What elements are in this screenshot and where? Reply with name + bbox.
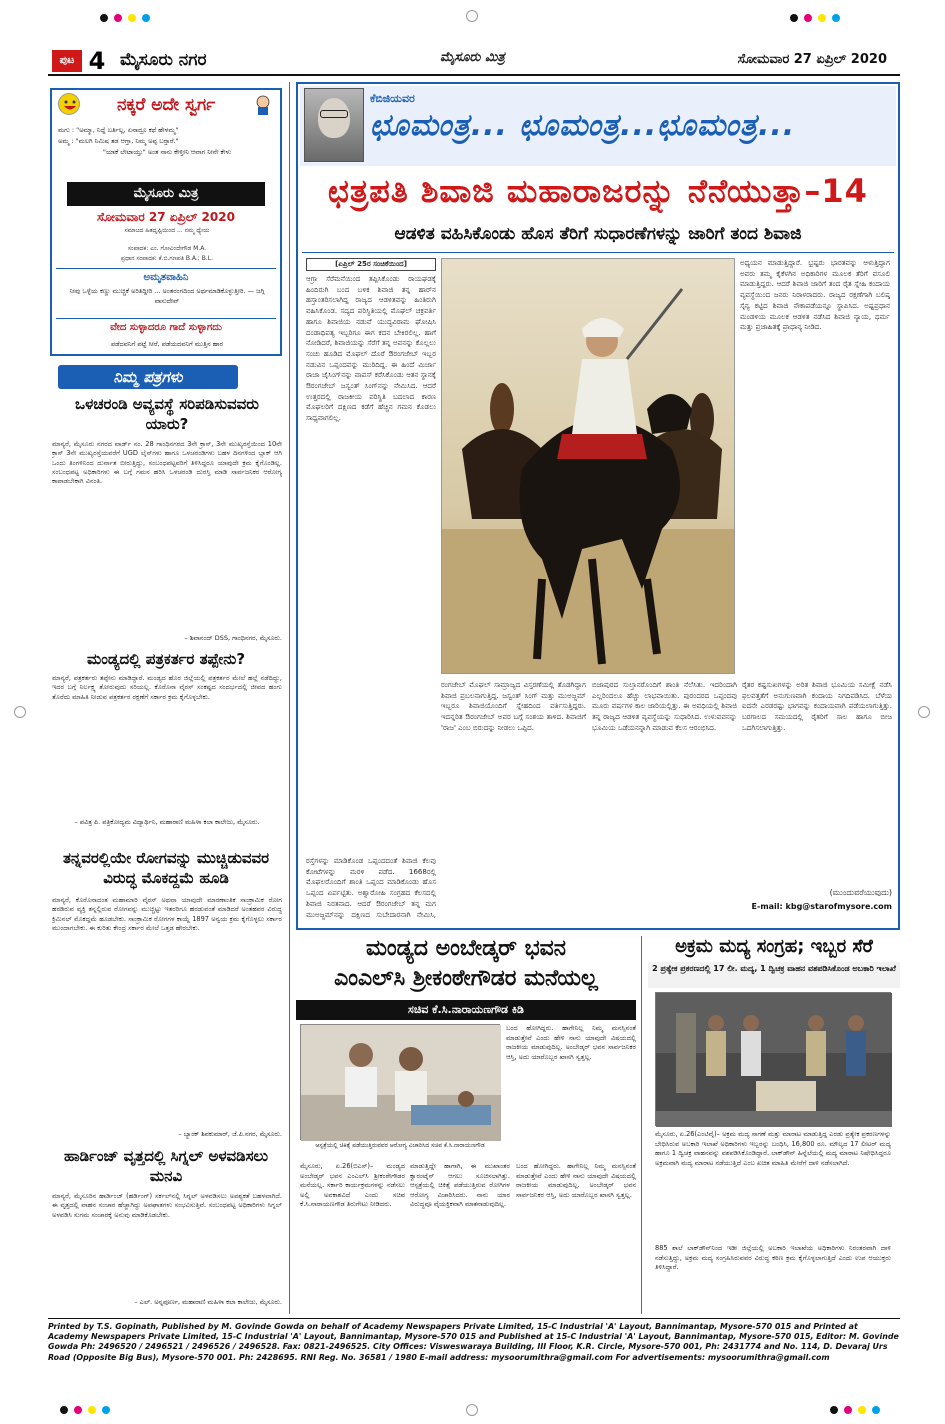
letter-title: ಹಾರ್ಡಿಂಜ್ ವೃತ್ತದಲ್ಲಿ ಸಿಗ್ನಲ್ ಅಳವಡಿಸಲು ಮನವಿ [63, 1147, 269, 1185]
page-label: ಪುಟ [52, 50, 82, 72]
cartoon-icon [252, 94, 274, 116]
humor-text [58, 125, 276, 158]
hospital-visit-photo [300, 1024, 500, 1140]
author-email: E-mail: kbg@starofmysore.com [751, 902, 892, 911]
humor-line: ಮಗು : "ಅಮ್ಮಾ, ನಿದ್ದೆ ಬರ್ತಿಲ್ಲ, ಏನಾದ್ರೂ ಕಥೆ ಹೇಳಮ್ಮ" [58, 126, 179, 134]
feature-column-2b: ಬಿಜಾಪುರದ ಸುಲ್ತಾನರೊಂದಿಗೆ ಶಾಂತಿ ನೆಲೆಸಿತು. ಇದರಿಂದಾಗಿ ಎಲ್ಲರಿಂದಲೂ ಹೆಚ್ಚು ಲಾಭವಾಯಿತು. ಪುರಂದರದ ಒಪ್ಪಂದವು ಮೂರು ವರ್ಷಗಳ ಕಾಲ ಜಾರಿಯಲ್ಲಿತ್ತು. ಈ ಅವಧಿಯಲ್ಲಿ ಶಿವಾಜಿ ತನ್ನ ರಾಜ್ಯದ ಆಡಳಿತ ವ್ಯವಸ್ಥೆಯನ್ನು ಸುಧಾರಿಸಿದ. ಉಳುವವನನ್ನು ಭೂಮಿಯ ಒಡೆಯನನ್ನಾಗಿ ಮಾಡುವ ಕೆಲಸ ಆರಂಭಿಸಿದ. [592, 680, 737, 732]
letter-title: ತನ್ನವರಲ್ಲಿಯೇ ರೋಗವನ್ನು ಮುಚ್ಚಿಡುವವರ ವಿರುದ್ಧ ಮೊಕದ್ದಮೆ ಹೂಡಿ [62, 849, 270, 887]
column-divider [641, 936, 642, 1314]
story-headline-line2: ಎಂಎಲ್‌ಸಿ ಶ್ರೀಕಂಠೇಗೌಡರ ಮನೆಯಲ್ಲ [334, 966, 598, 991]
continued-note: [ಏಪ್ರಿಲ್ 25ರ ಸಂಚಿಕೆಯಿಂದ] [306, 258, 436, 271]
letters-banner: ನಿಮ್ಮ ಪತ್ರಗಳು [58, 365, 238, 389]
story-subheadline: 2 ಪ್ರತ್ಯೇಕ ಪ್ರಕರಣದಲ್ಲಿ 17 ಲೀ. ಮದ್ಯ, 1 ದ್ವಿಚಕ್ರ ವಾಹನ ವಶಪಡಿಸಿಕೊಂಡ ಅಬಕಾರಿ ಇಲಾಖೆ [648, 962, 900, 988]
seized-liquor-photo [655, 992, 891, 1126]
story-text: ಮಾಡುತ್ತಿದ್ದೇ ಹಾಗಾಗಿ, ಈ ಮುಖಾಂತರ ಕ್ವಾರಂಟೈನ್ ಆಗಲು ಸೂಚಿಸಲಾಗಿತ್ತು. ಆಸ್ಪತ್ರೆಯಲ್ಲಿ ಚಿಕಿತ್ಸೆ ಪಡೆಯುತ್ತಿರುವ ರೋಗಿಗಳ ಆರೋಗ್ಯ ವಿಚಾರಿಸಿದರು. ನಾನು ಯಾರ ವಿರುದ್ಧವೂ ವೈಯಕ್ತಿಕವಾಗಿ ಮಾತನಾಡುವುದಿಲ್ಲ. [410, 1162, 510, 1209]
story-headline-line1: ಮಂಡ್ಯದ ಅಂಬೇಡ್ಕರ್ ಭವನ [366, 936, 566, 961]
humor-line: "ಯಾಕೆ ಲೇಟಾಯ್ತು" ಅಂತ ನಾನು ಕೇಳ್ತೀನಿ ಆವಾಗ ನೀನೇ ಕೇಳು [102, 148, 232, 156]
letter-body: ಮಾನ್ಯರೆ, ಮೈಸೂರು ನಗರದ ವಾರ್ಡ್ ನಂ. 28 ಗಾಂಧಿನಗರದ 3ನೇ ಕ್ರಾಸ್, 3ನೇ ಮುಖ್ಯರಸ್ತೆಯಿಂದ 10ನೇ ಕ್ರಾಸ್ 3ನೇ ಮುಖ್ಯರಸ್ತೆಯವರೆಗೆ UGD ಲೈನ್‌ಗಳು ಹಾಗೂ ಒಳಚರಂಡಿಗಳು ಬಹಳ ದಿನಗಳಿಂದ ಬ್ಲಾಕ್ ಆಗಿ ಒಂದು ತಿಂಗಳಿನಿಂದ ದುರ್ನಾತ ಬೀರುತ್ತಿದ್ದು, ಸಂಬಂಧಪಟ್ಟವರಿಗೆ ತಿಳಿಸಿದ್ದರೂ ಯಾವುದೇ ಕ್ರಮ ಕೈಗೊಂಡಿಲ್ಲ. ಸಂಬಂಧಪಟ್ಟ ಅಧಿಕಾರಿಗಳು ಈ ಬಗ್ಗೆ ಗಮನ ಹರಿಸಿ ಒಳಚರಂಡಿ ದುರಸ್ತಿ ಮಾಡಿ ಸಾರ್ವಜನಿಕರ ಆರೋಗ್ಯ ಕಾಪಾಡಬೇಕಾಗಿ ವಿನಂತಿ. [52, 440, 282, 486]
feature-headline: ಛತ್ರಪತಿ ಶಿವಾಜಿ ಮಹಾರಾಜರನ್ನು ನೆನೆಯುತ್ತಾ–14 [328, 172, 868, 210]
story-text: ಬಂದ ಹೋಗಿದ್ದರು. ಹಾಗೇನಿಲ್ಲ ನಿಮ್ಮ ಮನಸ್ಸಿನಂತೆ ಮಾಡುತ್ತೇವೆ ಎಂದು ಹೇಳಿ ನಾನು ಯಾವುದೇ ವಿಷಯದಲ್ಲಿ ರಾಜಕೀಯ ಮಾಡುವುದಿಲ್ಲ. ಅಂಬೇಡ್ಕರ್ ಭವನ ಸಾರ್ವಜನಿಕರ ಆಸ್ತಿ, ಅದು ಯಾರೊಬ್ಬರ ಖಾಸಗಿ ಸ್ವತ್ತಲ್ಲ. [516, 1162, 636, 1199]
feature-column-2c: ರೈತರ ಕಷ್ಟಸುಖಗಳನ್ನು ಅರಿತ ಶಿವಾಜಿ ಭೂಮಿಯ ಸಮೀಕ್ಷೆ ನಡೆಸಿ ಫಲವತ್ತತೆಗೆ ಅನುಗುಣವಾಗಿ ಕಂದಾಯ ನಿಗದಿಪಡಿಸಿದ. ಬೆಳೆಯ ಐದನೇ ಎರಡರಷ್ಟು ಭಾಗವನ್ನು ಕಂದಾಯವಾಗಿ ಪಡೆಯಲಾಗುತ್ತಿತ್ತು. ಬರಗಾಲದ ಸಮಯದಲ್ಲಿ ರೈತರಿಗೆ ಸಾಲ ಹಾಗೂ ಬೀಜ ಒದಗಿಸಲಾಗುತ್ತಿತ್ತು. [742, 680, 892, 732]
info-credit-line: ಪ್ರಧಾನ ಸಂಪಾದಕ: ಕೆ.ಬಿ.ಗಣಪತಿ B.A.; B.L. [120, 255, 213, 262]
feature-column-2a: ರಂಗಜೇಬ್ ಮೊಘಲ್ ಸಾಮ್ರಾಜ್ಯದ ವಿಸ್ತರಣೆಯಲ್ಲಿ ತೊಡಗಿದ್ದಾಗ ಶಿವಾಜಿ ಪ್ರಬಲನಾಗುತ್ತಿದ್ದ. ಜಸ್ವಂತ್ ಸಿಂಗ್ ಮತ್ತು ಮುಅಜ್ಜಮ್ ಇಬ್ಬರೂ ಶಿವಾಜಿಯೊಂದಿಗೆ ಸ್ನೇಹದಿಂದ ವರ್ತಿಸುತ್ತಿದ್ದರು. ಇದನ್ನರಿತ ಔರಂಗಜೇಬ್ ಅವರ ಬಗ್ಗೆ ಸಂಶಯ ತಾಳಿದ. ಶಿವಾಜಿಗೆ 'ರಾಜ' ಎಂಬ ಬಿರುದನ್ನು ನೀಡಲು ಒಪ್ಪಿದ. [441, 680, 586, 732]
color-bar-top-right [790, 14, 840, 22]
feature-subheadline: ಆಡಳಿತ ವಹಿಸಿಕೊಂಡು ಹೊಸ ತೆರಿಗೆ ಸುಧಾರಣೆಗಳನ್ನು ಜಾರಿಗೆ ತಂದ ಶಿವಾಜಿ [394, 224, 802, 244]
story-text: ಮೈಸೂರು, ಏ.26(ಎಂಟಿವೈ)– ಅಕ್ರಮ ಮದ್ಯ ಸಾಗಣೆ ಮತ್ತು ಮಾರಾಟ ಮಾಡುತ್ತಿದ್ದ ಎರಡು ಪ್ರತ್ಯೇಕ ಪ್ರಕರಣಗಳನ್ನು ಬೇಧಿಸಿರುವ ಅಬಕಾರಿ ಇಲಾಖೆ ಅಧಿಕಾರಿಗಳು ಇಬ್ಬರನ್ನು ಬಂಧಿಸಿ, 16,800 ರೂ. ಮೌಲ್ಯದ 17 ಲೀಟರ್ ಮದ್ಯ ಹಾಗೂ 1 ದ್ವಿಚಕ್ರ ವಾಹನವನ್ನು ವಶಪಡಿಸಿಕೊಂಡಿದ್ದಾರೆ. ಲಾಕ್‌ಡೌನ್ ಹಿನ್ನೆಲೆಯಲ್ಲಿ ಮದ್ಯ ಮಾರಾಟ ನಿಷೇಧಿಸಿದ್ದರೂ ಅಕ್ರಮವಾಗಿ ಮದ್ಯ ಮಾರಾಟ ನಡೆಯುತ್ತಿದೆ ಎಂಬ ಖಚಿತ ಮಾಹಿತಿ ಮೇರೆಗೆ ದಾಳಿ ನಡೆಸಲಾಗಿದೆ. [655, 1130, 891, 1167]
feature-column-1: ಆಗ್ರಾ ಸೆರೆಮನೆಯಿಂದ ತಪ್ಪಿಸಿಕೊಂಡು ರಾಯಘಡಕ್ಕೆ ಹಿಂದಿರುಗಿ ಬಂದ ಬಳಿಕ ಶಿವಾಜಿ ತನ್ನ ಹಾರ್‌ನ ಹಸ್ತಾಂತರಿಸಲಾಗಿದ್ದ ರಾಜ್ಯದ ಆಡಳಿತವನ್ನು ಹಿಂತಿರುಗಿ ವಹಿಸಿಕೊಂಡ. ಸದ್ಯದ ಪರಿಸ್ಥಿತಿಯಲ್ಲಿ ಮೊಘಲ್ ಚಕ್ರವರ್ತಿ ಹಾಗೂ ಶಿವಾಜಿಯ ನಡುವೆ ಯುದ್ಧವಿರಾಮ ಘೋಷಿಸಿ ದಂಡಾಧಿಪತ್ಯ ಇಬ್ಬರಿಗೂ ಈಗ ಕದನ ಬೇಕಿರಲಿಲ್ಲ. ಹಾಗೆ ನೋಡಿದರೆ, ಶಿವಾಜಿಯನ್ನು ಸೆರೆಗೆ ತನ್ನ ಅವನನ್ನು ಕೊಲ್ಲಲು ಸಂಚು ಹೂಡಿದ ಮೊಘಲ್ ದೊರೆ ಔರಂಗಜೇಬ್ ಇಬ್ಬರ ನಡುವಿನ ಒಪ್ಪಂದವನ್ನು ಮುರಿದಿದ್ದ. ಈ ಹಿಂದೆ ಮಿರ್ಜಾ ರಾಜಾ ಜೈಸಿಂಗ್‌ನನ್ನು ವಾಪಸ್ ಕರೆಸಿಕೊಂಡು ಆತನ ಸ್ಥಾನಕ್ಕೆ ಔರಂಗಜೇಬ್ ಜಸ್ವಂತ್ ಸಿಂಗ್‌ನನ್ನು ನೇಮಿಸಿದ. ಆದರೆ ಉತ್ತರದಲ್ಲಿ ರಾಜಕೀಯ ಪರಿಸ್ಥಿತಿ ಬದಲಾದ ಕಾರಣ ಮೊಘಲರಿಗೆ ದಕ್ಷಿಣದ ಕಡೆಗೆ ಹೆಚ್ಚಿನ ಗಮನ ಕೊಡಲು ಸಾಧ್ಯವಾಗಲಿಲ್ಲ. [306, 274, 436, 423]
story-text: 885 ಶಾಲೆ ಲಾಕ್‌ಡೌನ್‌ನಿಂದ ಇಡೀ ಜಿಲ್ಲೆಯಲ್ಲಿ ಅಬಕಾರಿ ಇಲಾಖೆಯ ಅಧಿಕಾರಿಗಳು ನಿರಂತರವಾಗಿ ದಾಳಿ ನಡೆಸುತ್ತಿದ್ದು, ಅಕ್ರಮ ಮದ್ಯ ಸಂಗ್ರಹಿಸಿರುವವರ ವಿರುದ್ಧ ಕಠಿಣ ಕ್ರಮ ಕೈಗೊಳ್ಳಲಾಗುತ್ತಿದೆ ಎಂದು ಉಪ ಆಯುಕ್ತರು ತಿಳಿಸಿದ್ದಾರೆ. [655, 1244, 891, 1272]
registration-mark-left [14, 706, 26, 718]
divider [56, 318, 276, 319]
footer-divider [48, 1318, 900, 1319]
column-byline: ಕೆಬಿಜಿಯವರ [370, 92, 415, 105]
feature-column-3: ಅಧ್ಯಯನ ಮಾಡುತ್ತಿದ್ದಾರೆ. ಭ್ರಷ್ಟರು ಭಾರತವನ್ನು ಆಳುತ್ತಿದ್ದಾಗ ಅವರು ತಮ್ಮ ಕೈಕೆಳಗಿನ ಅಧಿಕಾರಿಗಳ ಮೂಲಕ ತೆರಿಗೆ ವಸೂಲಿ ಮಾಡುತ್ತಿದ್ದರು. ಆದರೆ ಶಿವಾಜಿ ಜಾರಿಗೆ ತಂದ ರೈತ ಸ್ನೇಹಿ ಕಂದಾಯ ವ್ಯವಸ್ಥೆಯಿಂದ ಜನರು ನಿರಾಳರಾದರು. ರಾಜ್ಯದ ರಕ್ಷಣೆಗಾಗಿ ಬಲಿಷ್ಠ ಸೈನ್ಯ ಕಟ್ಟಿದ ಶಿವಾಜಿ ನೌಕಾಪಡೆಯನ್ನೂ ಸ್ಥಾಪಿಸಿದ. ಅಷ್ಟಪ್ರಧಾನ ಮಂಡಳಿಯ ಮೂಲಕ ಆಡಳಿತ ನಡೆಸಿದ ಶಿವಾಜಿ ನ್ಯಾಯ, ಧರ್ಮ ಮತ್ತು ಪ್ರಜಾಹಿತಕ್ಕೆ ಪ್ರಾಧಾನ್ಯ ನೀಡಿದ. [740, 258, 890, 332]
columnist-face [318, 98, 350, 138]
humor-title: ನಕ್ಕರೆ ಅದೇ ಸ್ವರ್ಗ [116, 95, 216, 115]
letter-signature: – ಎಲ್. ಅನ್ನಪೂರ್ಣ, ಮಹಾರಾಣಿ ಮಹಿಳಾ ಕಲಾ ಕಾಲೇಜು, ಮೈಸೂರು. [134, 1298, 282, 1306]
letter-body: ಮಾನ್ಯರೆ, ಮೈಸೂರಿನ ಹಾರ್ಡಿಂಜ್ (ಹರ್ಡಿಂಗ್) ಸರ್ಕಲ್‌ನಲ್ಲಿ ಸಿಗ್ನಲ್ ಅಳವಡಿಸಲು ಅವಶ್ಯಕತೆ ಬಹಳವಾಗಿದೆ. ಈ ವೃತ್ತದಲ್ಲಿ ವಾಹನ ಸಂಚಾರ ಹೆಚ್ಚಾಗಿದ್ದು ಅಪಘಾತಗಳು ಸಂಭವಿಸುತ್ತಿವೆ. ಸಂಬಂಧಪಟ್ಟ ಅಧಿಕಾರಿಗಳು ಸಿಗ್ನಲ್ ಅಳವಡಿಸಿ ಸುಗಮ ಸಂಚಾರಕ್ಕೆ ಅನುವು ಮಾಡಿಕೊಡಬೇಕು. [52, 1192, 282, 1219]
continue-note: (ಮುಂದುವರೆಯುವುದು) [829, 888, 892, 897]
story-headline: ಅಕ್ರಮ ಮದ್ಯ ಸಂಗ್ರಹ; ಇಬ್ಬರ ಸೆರೆ [675, 936, 873, 957]
story-tag: ಸಚಿವ ಕೆ.ಸಿ.ನಾರಾಯಣಗೌಡ ಕಿಡಿ [296, 1000, 636, 1020]
story-text: ಮೈಸೂರು, ಏ.26(ಬಿಎಸ್)– ಮಂಡ್ಯದ ಅಂಬೇಡ್ಕರ್ ಭವನ ಎಂಎಲ್‌ಸಿ ಶ್ರೀಕಂಠೇಗೌಡರ ಮನೆಯಲ್ಲ. ಸರ್ಕಾರಿ ಕಾರ್ಯಕ್ರಮಗಳನ್ನು ನಡೆಸಲು ಅಲ್ಲಿ ಅವಕಾಶವಿದೆ ಎಂದು ಸಚಿವ ಕೆ.ಸಿ.ನಾರಾಯಣಗೌಡ ತಿರುಗೇಟು ನೀಡಿದರು. [300, 1162, 405, 1209]
color-bar-top-left [100, 14, 150, 22]
letter-signature: – ಬ್ಯಾಂಕ್ ಶಿವಕುಮಾರ್, ಜೆ.ಪಿ.ನಗರ, ಮೈಸೂರು. [178, 1130, 282, 1138]
divider [56, 268, 276, 269]
shivaji-painting [441, 258, 735, 674]
info-date: ಸೋಮವಾರ 27 ಏಪ್ರಿಲ್ 2020 [97, 210, 235, 224]
imprint-footer: Printed by T.S. Gopinath, Published by M. Govinde Gowda on behalf of Academy Newspapers Private Limited, 15-C Industrial 'A' Layout, Bannimantap, Mysore-570 015 and Printed at Academy Newspapers Private Limited, 15-C Industrial 'A' Layout, Bannimantap, Mysore-570 015 and Published at 15-C Industrial 'A' Layout, Bannimantap, Mysore-570 015, Editor: M. Govinde Gowda Ph: 2496520 / 2496521 / 2496526 / 2496528. Fax: 0821-2496525. City Offices: Visweswaraya Building, III Floor, K.R. Circle, Mysore-570 001, Ph: 2431774 and No. 114, D. Devaraj Urs Road (Opposite Big Bus), Mysore-570 001. Ph: 2428695. RNI Reg. No. 36581 / 1980 E-mail address: mysoorumithra@gmail.com For advertisements: mysoorumithra@gmail.com [48, 1322, 899, 1362]
info-credit-line: ಸಂಪಾದಕ: ಎಂ. ಗೋವಿಂದೇಗೌಡ M.A. [127, 245, 207, 252]
letter-body: ಮಾನ್ಯರೆ, ಪತ್ರಕರ್ತರು ತಪ್ಪೇನು ಮಾಡಿದ್ದಾರೆ. ಮಂಡ್ಯದ ಹೊರ ಜಿಲ್ಲೆಯಲ್ಲಿ ಪತ್ರಕರ್ತರ ಮೇಲೆ ಹಲ್ಲೆ ನಡೆದಿದ್ದು, ಇದರ ಬಗ್ಗೆ ನಿರ್ಲಕ್ಷ್ಯ ತೋರುವುದು ಸರಿಯಲ್ಲ. ಕೊರೊನಾ ವೈರಸ್ ಸಂಕಷ್ಟದ ಸಂದರ್ಭದಲ್ಲಿ ಜೀವದ ಹಂಗು ತೊರೆದು ಮಾಹಿತಿ ನೀಡುವ ಪತ್ರಕರ್ತರ ರಕ್ಷಣೆಗೆ ಸರ್ಕಾರ ಕ್ರಮ ಕೈಗೊಳ್ಳಬೇಕು. [52, 674, 282, 701]
page-number: 4 [82, 48, 112, 74]
letter-signature: – ಪವಿತ್ರ ಪಿ. ಪತ್ರಿಕೋದ್ಯಮ ವಿದ್ಯಾರ್ಥಿನಿ, ಮಹಾರಾಣಿ ಮಹಿಳಾ ಕಲಾ ಕಾಲೇಜು, ಮೈಸೂರು. [74, 818, 260, 826]
masthead: ಮೈಸೂರು ಮಿತ್ರ [440, 50, 505, 65]
columnist-glasses [320, 110, 348, 118]
info-masthead: ಮೈಸೂರು ಮಿತ್ರ [67, 182, 265, 206]
registration-mark-right [918, 706, 930, 718]
header-date: ಸೋಮವಾರ 27 ಏಪ್ರಿಲ್ 2020 [737, 52, 887, 67]
column-title: ಛೂಮಂತ್ರ... ಛೂಮಂತ್ರ...ಛೂಮಂತ್ರ... [370, 108, 796, 143]
letter-title: ಒಳಚರಂಡಿ ಅವ್ಯವಸ್ಥೆ ಸರಿಪಡಿಸುವವರು ಯಾರು? [75, 395, 259, 433]
story-text: ಬಂದ ಹೋಗಿದ್ದರು. ಹಾಗೇನಿಲ್ಲ ನಿಮ್ಮ ಮನಸ್ಸಿನಂತೆ ಮಾಡುತ್ತೇವೆ ಎಂದು ಹೇಳಿ ನಾನು ಯಾವುದೇ ವಿಷಯದಲ್ಲಿ ರಾಜಕೀಯ ಮಾಡುವುದಿಲ್ಲ. ಅಂಬೇಡ್ಕರ್ ಭವನ ಸಾರ್ವಜನಿಕರ ಆಸ್ತಿ, ಅದು ಯಾರೊಬ್ಬರ ಖಾಸಗಿ ಸ್ವತ್ತಲ್ಲ. [506, 1024, 636, 1061]
column-divider [289, 82, 290, 1314]
section-name: ಮೈಸೂರು ನಗರ [120, 50, 207, 70]
registration-mark-top [466, 10, 478, 22]
info-credits [58, 226, 276, 264]
quote-title: ಅಮೃತವಾಹಿನಿ [143, 272, 189, 283]
proverb-title: ವೇದ ಸುಳ್ಳಾದರೂ ಗಾದೆ ಸುಳ್ಳಾಗದು [110, 322, 222, 333]
proverb-text: ಪಡೆದವನಿಗೆ ಪಟ್ಟೆ ಸೀರೆ, ಪಡೆಯದವನಿಗೆ ಮುತ್ತಿನ ಹಾರ [110, 340, 224, 348]
registration-mark-bottom [466, 1404, 478, 1416]
feature-column-2d: ರಸ್ತೆಗಳನ್ನು ಮಾಡಿಕೊಂಡ ಒಪ್ಪಂದದಂತೆ ಶಿವಾಜಿ ಕೆಲವು ಕೋಟೆಗಳನ್ನು ಮರಳಿ ಪಡೆದ. 1668ರಲ್ಲಿ ಮೊಘಲರೊಂದಿಗೆ ಶಾಂತಿ ಒಪ್ಪಂದ ಮಾಡಿಕೊಂಡು ಹೊಸ ಒಪ್ಪಂದ ಏರ್ಪಟ್ಟಿತು. ಅಶ್ವಾರೋಹಿ ಸಂಗ್ರಹದ ಕೆಲಸದಲ್ಲಿ ಶಿವಾಜಿ ನಿರತನಾದ. ಆದರೆ ಔರಂಗಜೇಬ್ ತನ್ನ ಮಗ ಮುಅಜ್ಜಮ್‌ನನ್ನು ದಕ್ಷಿಣದ ಸುಬೇದಾರನಾಗಿ ನೇಮಿಸಿ, [306, 856, 436, 919]
color-bar-bottom-right [830, 1406, 880, 1414]
letter-body: ಮಾನ್ಯರೆ, ಕೊರೊನಾದಂತ ಮಹಾಮಾರಿ ವೈರಸ್ ಅಥವಾ ಯಾವುದೇ ಮಾರಣಾಂತಿಕ ಸಾಂಕ್ರಾಮಿಕ ರೋಗ ಹರಡಿರುವ ವ್ಯಕ್ತಿ ತನ್ನಲ್ಲಿರುವ ರೋಗವನ್ನು ಮುಚ್ಚಿಟ್ಟು ಇತರರಿಗೂ ಹರಡುವಂತೆ ಮಾಡಿದರೆ ಅಂತಹವರ ವಿರುದ್ಧ ಕ್ರಿಮಿನಲ್ ಮೊಕದ್ದಮೆ ಹೂಡಬೇಕು. ಸಾಂಕ್ರಾಮಿಕ ರೋಗಗಳ ಕಾಯ್ದೆ 1897 ಅನ್ವಯ ಕ್ರಮ ಕೈಗೊಳ್ಳಲು ಸರ್ಕಾರ ಮುಂದಾಗಬೇಕು. ಈ ಕುರಿತು ಕೇಂದ್ರ ಸರ್ಕಾರ ಮೇಲೆ ಒತ್ತಡ ಹೇರಬೇಕು. [52, 896, 282, 932]
color-bar-bottom-left [60, 1406, 110, 1414]
humor-line: ಅಮ್ಮ : "ಮಲಗಿ ನಿಮಿಷ ತಡ ಆಗ್ತಾ, ನಿಮ್ಮ ಅಪ್ಪ ಬರ್‍ತಾರೆ." [58, 137, 179, 145]
photo-caption: ಆಸ್ಪತ್ರೆಯಲ್ಲಿ ಚಿಕಿತ್ಸೆ ಪಡೆಯುತ್ತಿರುವವರ ಆರೋಗ್ಯ ವಿಚಾರಿಸಿದ ಸಚಿವ ಕೆ.ಸಿ.ನಾರಾಯಣಗೌಡ [315, 1142, 485, 1149]
info-credit-line: ಸಮಾಜದ ಹಿತದೃಷ್ಟಿಯಿಂದ ... ನಮ್ಮ ಧ್ಯೇಯ [124, 227, 210, 234]
quote-text: ನೀವು ಒಳ್ಳೆಯ ಕಣ್ಣು ಮುಚ್ಚಿಕೆ ಅರಿತಿದ್ದೀರಿ ... ಅಂತರಂಗದಿಂದ ಅರ್ಥಮಾಡಿಕೊಳ್ಳುತ್ತೀರಿ. — ಜಗ್ಗಿ ವಾಸುದೇವ್ [69, 287, 265, 305]
letter-title: ಮಂಡ್ಯದಲ್ಲಿ ಪತ್ರಕರ್ತರ ತಪ್ಪೇನು? [86, 650, 246, 668]
letter-signature: – ಶಿವಾನಂದ್ DSS, ಗಾಂಧಿನಗರ, ಮೈಸೂರು. [184, 634, 282, 642]
divider [302, 252, 894, 253]
